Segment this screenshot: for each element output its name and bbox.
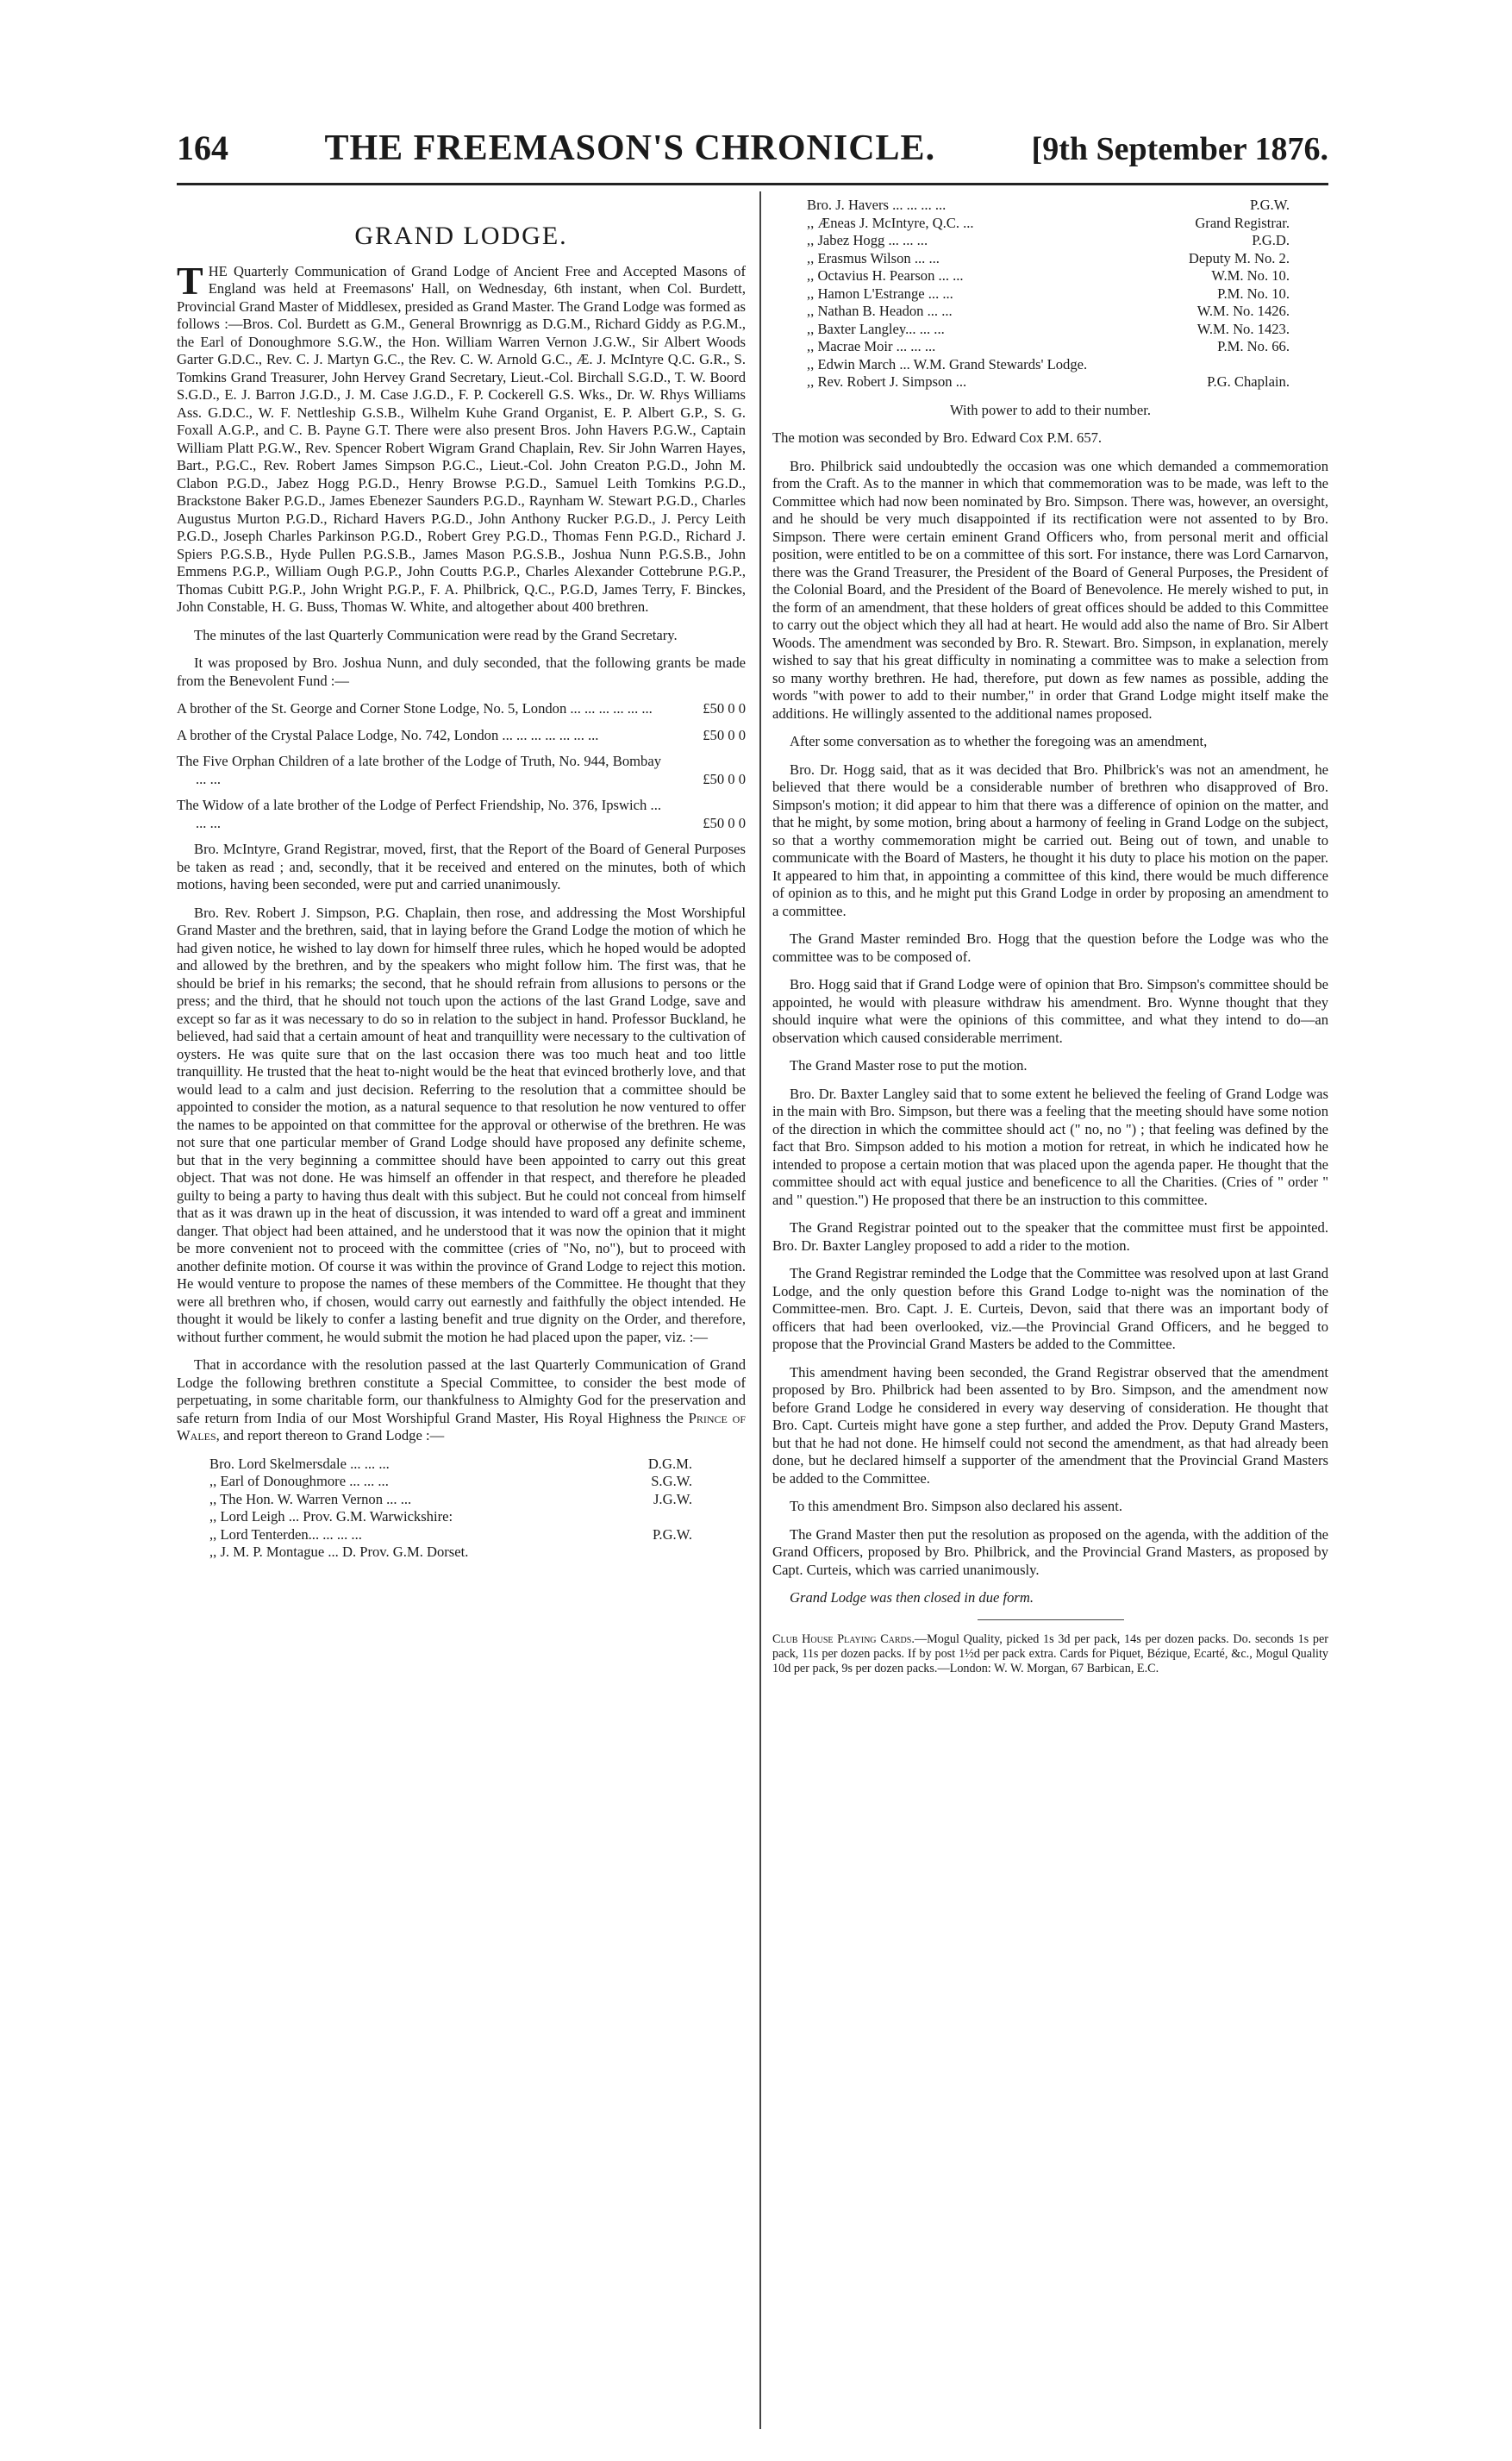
member-office: P.G. Chaplain. [1207, 373, 1290, 390]
committee-row [177, 1456, 692, 1474]
committee-row [772, 267, 1290, 285]
grant-description: A brother of the Crystal Palace Lodge, No. 742, London ... ... ... ... ... ... ... [177, 726, 599, 743]
grant-description: The Five Orphan Children of a late brother of the Lodge of Truth, No. 944, Bombay ... ... [177, 753, 661, 787]
intro-paragraph [177, 258, 746, 617]
member-office: Deputy M. No. 2. [1188, 249, 1290, 266]
reminded-paragraph: The Grand Master reminded Bro. Hogg that the question before the Lodge was who the committee was to be composed of. [772, 930, 1328, 965]
minutes-paragraph: The minutes of the last Quarterly Communication were read by the Grand Secretary. [194, 626, 678, 643]
conversation-paragraph: After some conversation as to whether the foregoing was an amendment, [790, 733, 1208, 749]
committee-row [772, 338, 1290, 356]
grant-amount: £50 0 0 [703, 726, 746, 743]
grant-item [177, 727, 746, 745]
grant-item [177, 753, 746, 788]
member-name: ,, Jabez Hogg ... ... ... [807, 232, 928, 248]
committee-row [177, 1491, 692, 1509]
member-name: ,, Rev. Robert J. Simpson ... [807, 373, 967, 390]
drop-cap: T [177, 258, 203, 303]
committee-row [772, 373, 1290, 391]
member-name: ,, Edwin March ... W.M. Grand Stewards' Lodge. [807, 355, 1088, 373]
langley-paragraph: Bro. Dr. Baxter Langley said that to some extent he believed the feeling of Grand Lodge was in the main with Bro. Simpson, but there was a feeling that the meeting should have some notion of the direction in which the committee should act (" no, no ") ; that feeling was defined by the fact that Bro. Simpson added to his motion a motion for retreat, in which he indicated how he intended to propose a certain motion that was placed upon the agenda paper. He thought that the committee should act with equal justice and beneficence to all the Charities. (Cries of " order " and " question.") He proposed that there be an instruction to this committee. [772, 1085, 1328, 1208]
hogg-withdraw-paragraph: Bro. Hogg said that if Grand Lodge were of opinion that Bro. Simpson's committee should be appointed, he would with pleasure withdraw his amendment. Bro. Wynne thought that they should inquire what were the opinions of this committee, and what they intend to do—an observation which caused considerable merriment. [772, 976, 1328, 1046]
column-divider [759, 191, 761, 2429]
seconded-line: The motion was seconded by Bro. Edward Cox P.M. 657. [772, 429, 1103, 446]
committee-row [772, 197, 1290, 215]
committee-row [772, 303, 1290, 321]
committee-row [177, 1544, 692, 1562]
member-office: W.M. No. 1426. [1196, 303, 1290, 319]
member-office: W.M. No. 10. [1211, 267, 1290, 284]
committee-row [772, 250, 1290, 268]
grant-item [177, 700, 746, 718]
member-office: P.G.D. [1252, 232, 1290, 248]
committee-row [772, 215, 1290, 233]
right-column [772, 191, 1328, 1687]
member-office: P.M. No. 10. [1217, 285, 1290, 302]
member-name: ,, Earl of Donoughmore ... ... ... [209, 1473, 389, 1489]
philbrick-paragraph: Bro. Philbrick said undoubtedly the occasion was one which demanded a commemoration from the Craft. As to the manner in which that commemoration was to be made, was left to the Committee which had now been nominated by Bro. Simpson. There was, however, an oversight, and he should be very much disappointed if its rectification were not assented to by Bro. Simpson. There were certain eminent Grand Officers who, from personal merit and official position, were entitled to be on a committee of this sort. For instance, there was Lord Carnarvon, there was the Grand Treasurer, the President of the Board of General Purposes, the President of the Colonial Board, and the President of the Board of Benevolence. He merely wished to put, in the form of an amendment, that these holders of great offices should be added to this Committee to carry out the object which they all had at heart. He would add also the name of Bro. Sir Albert Woods. The amendment was seconded by Bro. R. Stewart. Bro. Simpson, in explanation, merely wished to say that his great difficulty in nominating a committee was to make a selection from so many worthy brethren. He had, therefore, put down as few names as possible, adding the words "with power to add to their number," in order that Grand Lodge might itself make the additions. He willingly assented to the additional names proposed. [772, 457, 1328, 722]
committee-list-right [772, 197, 1328, 391]
member-name: ,, Lord Leigh ... Prov. G.M. Warwickshire: [209, 1508, 453, 1525]
proposal-paragraph: It was proposed by Bro. Joshua Nunn, and duly seconded, that the following grants be made from the Benevolent Fund :— [177, 654, 746, 689]
member-name: ,, The Hon. W. Warren Vernon ... ... [209, 1490, 412, 1507]
registrar-paragraph: The Grand Registrar pointed out to the speaker that the committee must first be appointed. Bro. Dr. Baxter Langley proposed to add a rider to the motion. [772, 1219, 1328, 1254]
member-office: P.G.W. [653, 1525, 692, 1543]
resolution-text: That in accordance with the resolution passed at the last Quarterly Communication of Grand Lodge the following brethren constitute a Special Committee, to consider the best mode of perpetuating, in some charitable form, our thankfulness to Almighty God for the preservation and safe return from India of our Most Worshipful Grand Master, His Royal Highness the [177, 1356, 746, 1426]
committee-row [772, 285, 1290, 304]
member-office: W.M. No. 1423. [1196, 320, 1290, 337]
member-office: D.G.M. [647, 1455, 692, 1472]
grant-description: The Widow of a late brother of the Lodge of Perfect Friendship, No. 376, Ipswich ... ... ... [177, 797, 661, 831]
header-rule [177, 183, 1328, 185]
member-office: P.G.W. [1250, 197, 1290, 213]
committee-row [177, 1508, 692, 1526]
advert-text: —Mogul Quality, picked 1s 3d per pack, 14s per dozen packs. Do. seconds 1s per pack, 11s per dozen packs. If by post 1½d per pack extra. Cards for Piquet, Bézique, Ecarté, &c., Mogul Quality 10d per pack, 9s per dozen packs.—London: W. W. Morgan, 67 Barbican, E.C. [772, 1631, 1329, 1675]
closed-line: Grand Lodge was then closed in due form. [790, 1589, 1034, 1606]
member-office: J.G.W. [653, 1490, 692, 1507]
simpson-paragraph: Bro. Rev. Robert J. Simpson, P.G. Chaplain, then rose, and addressing the Most Worshipful Grand Master and the brethren, said, that in laying before the Grand Lodge the motion of which he had given notice, he wished to lay down for himself three rules, which he hoped would be adopted and allowed by the brethren, and by the speakers who might follow him. The first was, that he should be brief in his remarks; the second, that he should refrain from allusions to persons or the press; and the third, that he should not touch upon the actions of the last Grand Lodge, save and except so far as it was necessary to do so in relation to the subject in hand. Professor Buckland, he believed, had said that a certain amount of heat and tranquillity were necessary to the cultivation of oysters. He was quite sure that on the last occasion there was too much heat and too little tranquillity. He trusted that the heat to-night would be the heat that evinced brotherly love, and that would lead to a calm and just decision. Referring to the resolution that a committee should be appointed to consider the motion, as a natural sequence to that resolution he now ventured to offer the names to be appointed on that committee for the approval or otherwise of the brethren. He was not sure that one particular member of Grand Lodge should have proposed any definite scheme, but that in the very beginning a committee should have been appointed to carry out this great object. That was not done. He was himself an offender in that respect, and therefore he pleaded guilty to being a party to having thus dealt with this subject. But he could not conceal from himself that as it was drawn up in the heat of discussion, it was intended to ward off a great and imminent danger. That object had been attained, and he understood that it was now the opinion that it might be more convenient not to proceed with the committee (cries of "No, no"), but to proceed with another definite motion. Of course it was within the province of Grand Lodge to reject this motion. He would venture to propose the names of these members of the Committee. He thought that they were all brethren who, if chosen, would carry out earnestly and faithfully the object intended. He thought it would be likely to confer a lasting benefit and true dignity on the Order, and therefore, without further comment, he would submit the motion he had placed upon the paper, viz. :— [177, 904, 746, 1345]
member-name: ,, Hamon L'Estrange ... ... [807, 285, 953, 302]
grant-amount: £50 0 0 [703, 700, 746, 717]
member-name: Bro. Lord Skelmersdale ... ... ... [209, 1455, 390, 1472]
advert-rule [978, 1619, 1124, 1620]
committee-row [772, 232, 1290, 250]
committee-row [177, 1473, 692, 1491]
member-name: ,, Octavius H. Pearson ... ... [807, 267, 964, 284]
grant-amount: £50 0 0 [703, 770, 746, 787]
page-number: 164 [177, 128, 228, 167]
member-office: S.G.W. [651, 1473, 692, 1489]
resolution-paragraph [177, 1356, 746, 1445]
member-name: ,, Macrae Moir ... ... ... [807, 338, 936, 354]
grant-amount: £50 0 0 [703, 814, 746, 831]
member-name: ,, Erasmus Wilson ... ... [807, 249, 940, 266]
member-name: ,, Baxter Langley... ... ... [807, 320, 945, 337]
publication-title: THE FREEMASON'S CHRONICLE. [324, 128, 936, 168]
committee-row [772, 321, 1290, 339]
grants-list [177, 700, 746, 832]
member-name: ,, Lord Tenterden... ... ... ... [209, 1525, 362, 1543]
committee-list-left [177, 1456, 746, 1562]
mcintyre-paragraph: Bro. McIntyre, Grand Registrar, moved, first, that the Report of the Board of General Purposes be taken as read ; and, secondly, that it be received and entered on the minutes, both of which motions, having been seconded, were put and carried unanimously. [177, 841, 746, 892]
issue-date: [9th September 1876. [1031, 131, 1328, 167]
member-name: ,, Nathan B. Headon ... ... [807, 303, 953, 319]
grant-description: A brother of the St. George and Corner Stone Lodge, No. 5, London ... ... ... ... ... ... [177, 700, 653, 717]
left-column [177, 191, 746, 1572]
advert-label: Club House Playing Cards. [772, 1631, 915, 1646]
article-heading: GRAND LODGE. [354, 222, 568, 250]
member-office: P.M. No. 66. [1217, 338, 1290, 354]
registrar-reminder-paragraph: The Grand Registrar reminded the Lodge that the Committee was resolved upon at last Grand Lodge, and the only question before this Grand Lodge to-night was the nomination of the Committee-men. Bro. Capt. J. E. Curteis, Devon, said that there was an important body of officers that had been overlooked, viz.—the Provincial Grand Officers, and he begged to propose that the Provincial Grand Masters be added to the Committee. [772, 1265, 1328, 1352]
amendment-paragraph: This amendment having been seconded, the Grand Registrar observed that the amendment proposed by Bro. Philbrick had been assented to by Bro. Simpson, and the amendment now before Grand Lodge he considered in every way deserving of consideration. He thought that Bro. Capt. Curteis might have gone a step further, and added the Prov. Deputy Grand Masters, but that he had not done. He himself could not second the amendment, as that had already been done, but he declared himself a supporter of the amendment that the Provincial Grand Masters be added to the Committee. [772, 1363, 1328, 1487]
member-office: Grand Registrar. [1195, 214, 1290, 231]
assent-paragraph: To this amendment Bro. Simpson also declared his assent. [790, 1498, 1122, 1514]
committee-row [177, 1526, 692, 1544]
rose-paragraph: The Grand Master rose to put the motion. [790, 1057, 1028, 1074]
member-name: Bro. J. Havers ... ... ... ... [807, 197, 947, 213]
advert-paragraph [772, 1632, 1328, 1676]
hogg-paragraph: Bro. Dr. Hogg said, that as it was decided that Bro. Philbrick's was not an amendment, he believed that there would be a considerable number of brethren who disapproved of Bro. Simpson's motion; it did appear to him that there was a difference of opinion on the matter, and that he might, by some motion, bring about a harmony of feeling in Grand Lodge on the subject, so that a worthy commemoration might be carried out. Being out of town, and unable to communicate with the Board of Masters, he thought it his duty to place his motion on the paper. It appeared to him that, in appointing a committee of this kind, there would be much difference of opinion as to this, and he might put this Grand Lodge in order by proposing an amendment to a committee. [772, 761, 1328, 919]
intro-text: HE Quarterly Communication of Grand Lodge of Ancient Free and Accepted Masons of England was held at Freemasons' Hall, on Wednesday, 6th instant, when Col. Burdett, Provincial Grand Master of Middlesex, presided as Grand Master. The Grand Lodge was formed as follows :—Bros. Col. Burdett as G.M., General Brownrigg as D.G.M., Richard Giddy as P.G.M., the Earl of Donoughmore S.G.W., the Hon. William Warren Vernon J.G.W., Sir Albert Woods Garter G.D.C., Rev. C. J. Martyn G.C., the Rev. C. W. Arnold G.C., Æ. J. McIntyre Q.C. G.R., S. Tomkins Grand Treasurer, John Hervey Grand Secretary, Lieut.-Col. Birchall S.G.D., T. W. Boord S.G.D., E. J. Barron J.G.D., J. M. Case J.G.D., F. P. Cockerell G.S. Wks., Dr. W. Rhys Williams Ass. G.D.C., W. F. Nettleship G.S.B., Wilhelm Kuhe Grand Organist, E. P. Albert G.P., S. G. Foxall A.G.P., and C. B. Payne G.T. There were also present Bros. John Havers P.G.W., Captain William Platt P.G.W., Rev. Spencer Robert Wigram Grand Chaplain, Rev. Sir John Warren Hayes, Bart., P.G.C., Rev. Robert James Simpson P.G.C., Lieut.-Col. John Creaton P.G.D., John M. Clabon P.G.D., Jabez Hogg P.G.D., Henry Browse P.G.D., Samuel Leith Tomkins P.G.D., Brackstone Baker P.G.D., James Ebenezer Saunders P.G.D., Raynham W. Stewart P.G.D., Charles Augustus Murton P.G.D., Richard Havers P.G.D., John Anthony Rucker P.G.D., J. Percy Leith P.G.D., Joseph Charles Parkinson P.G.D., Robert Grey P.G.D., Thomas Fenn P.G.D., Richard J. Spiers P.G.S.B., Hyde Pullen P.G.S.B., James Mason P.G.S.B., Joshua Nunn P.G.S.B., John Emmens P.G.P., William Ough P.G.P., John Coutts P.G.P., Charles Alexander Cottebrune P.G.P., Thomas Cubitt P.G.P., John Wright P.G.P., F. A. Philbrick, Q.C., P.G.D, James Terry, F. Binckes, John Constable, H. G. Buss, Thomas W. White, and altogether about 400 brethren. [177, 262, 746, 615]
power-line: With power to add to their number. [950, 401, 1151, 418]
put-paragraph: The Grand Master then put the resolution as proposed on the agenda, with the addition of the Grand Officers, proposed by Bro. Philbrick, and the Provincial Grand Masters, as proposed by Capt. Curteis, which was carried unanimously. [772, 1525, 1328, 1578]
member-name: ,, J. M. P. Montague ... D. Prov. G.M. Dorset. [209, 1544, 469, 1560]
page-header [177, 128, 1328, 176]
member-name: ,, Æneas J. McIntyre, Q.C. ... [807, 214, 974, 231]
resolution-end: , and report thereon to Grand Lodge :— [216, 1427, 445, 1443]
grant-item [177, 797, 746, 832]
prince-name: Prince of Wales [177, 1409, 747, 1443]
committee-row [772, 356, 1290, 374]
